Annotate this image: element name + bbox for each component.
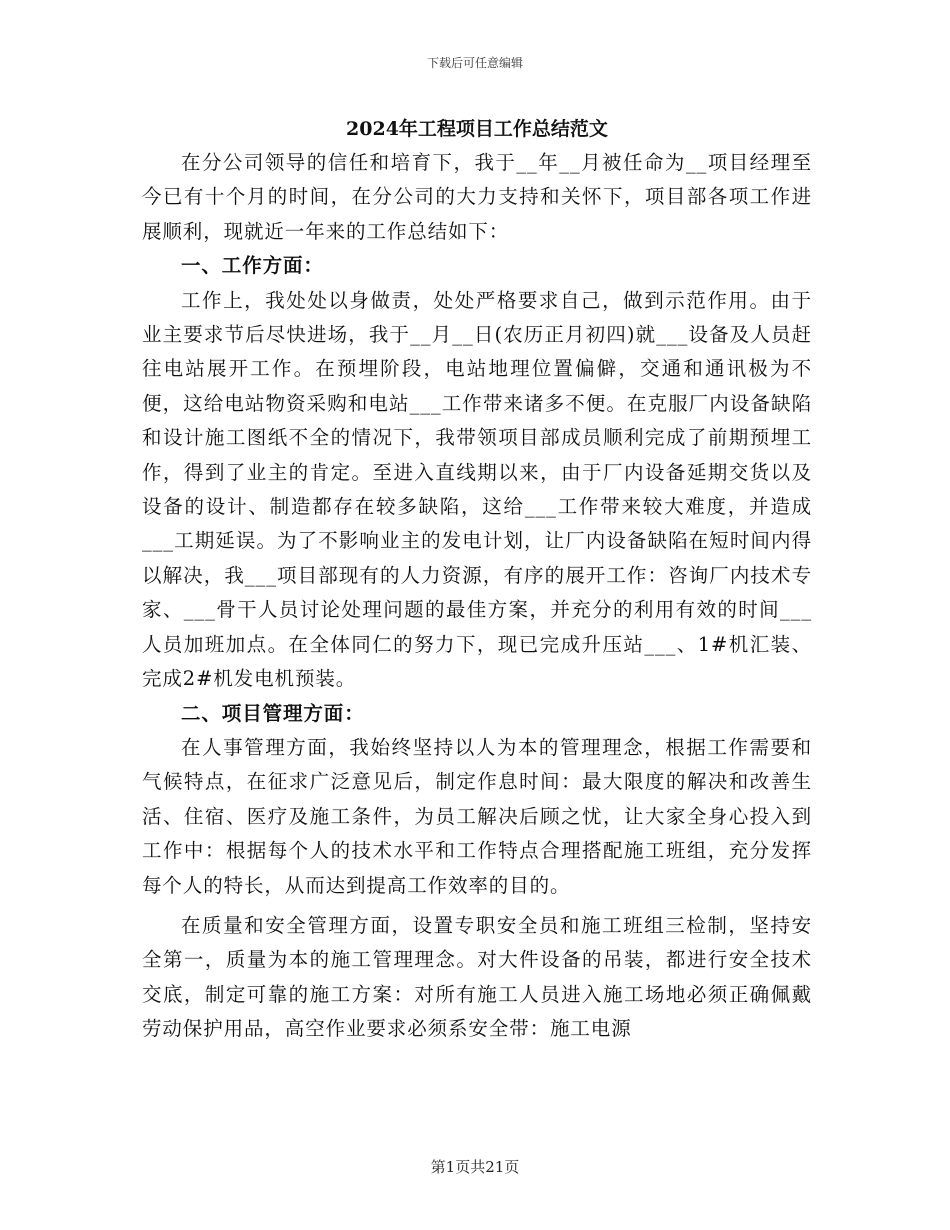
quality-safety-paragraph: 在质量和安全管理方面，设置专职安全员和施工班组三检制，坚持安全第一，质量为本的施工管理理念。对大件设备的吊装，都进行安全技术交底，制定可靠的施工方案：对所有施工人员进入施工场地必须正确佩戴劳动保护用品，高空作业要求必须系安全带：施工电源 [142,913,812,1041]
page-header: 下载后可任意编辑 [426,56,523,70]
section-heading-work: 一、工作方面： [181,254,324,278]
personnel-paragraph: 在人事管理方面，我始终坚持以人为本的管理理念，根据工作需要和气候特点，在征求广泛意见后，制定作息时间：最大限度的解决和改善生活、住宿、医疗及施工条件，为员工解决后顾之忧，让大家全身心投入到工作中：根据每个人的技术水平和工作特点合理搭配施工班组，充分发挥每个人的特长，从而达到提高工作效率的目的。 [142,735,812,897]
document-body [142,114,812,1047]
document-title: 2024年工程项目工作总结范文 [346,118,608,140]
section-heading-management: 二、项目管理方面： [181,701,365,725]
work-paragraph: 工作上，我处处以身做责，处处严格要求自己，做到示范作用。由于业主要求节后尽快进场，我于__月__日(农历正月初四)就___设备及人员赶往电站展开工作。在预埋阶段，电站地理位置偏僻，交通和通讯极为不便，这给电站物资采购和电站___工作带来诸多不便。在克服厂内设备缺陷和设计施工图纸不全的情况下，我带领项目部成员顺利完成了前期预埋工作，得到了业主的肯定。至进入直线期以来，由于厂内设备延期交货以及设备的设计、制造都存在较多缺陷，这给___工作带来较大难度，并造成___工期延误。为了不影响业主的发电计划，让厂内设备缺陷在短时间内得以解决，我___项目部现有的人力资源，有序的展开工作：咨询厂内技术专家、___骨干人员讨论处理问题的最佳方案，并充分的利用有效的时间___人员加班加点。在全体同仁的努力下，现已完成升压站___、1#机汇装、完成2#机发电机预装。 [142,288,812,691]
intro-paragraph: 在分公司领导的信任和培育下，我于__年__月被任命为__项目经理至今已有十个月的时间，在分公司的大力支持和关怀下，项目部各项工作进展顺利，现就近一年来的工作总结如下： [142,151,812,243]
page-footer: 第1页共21页 [430,1158,520,1176]
